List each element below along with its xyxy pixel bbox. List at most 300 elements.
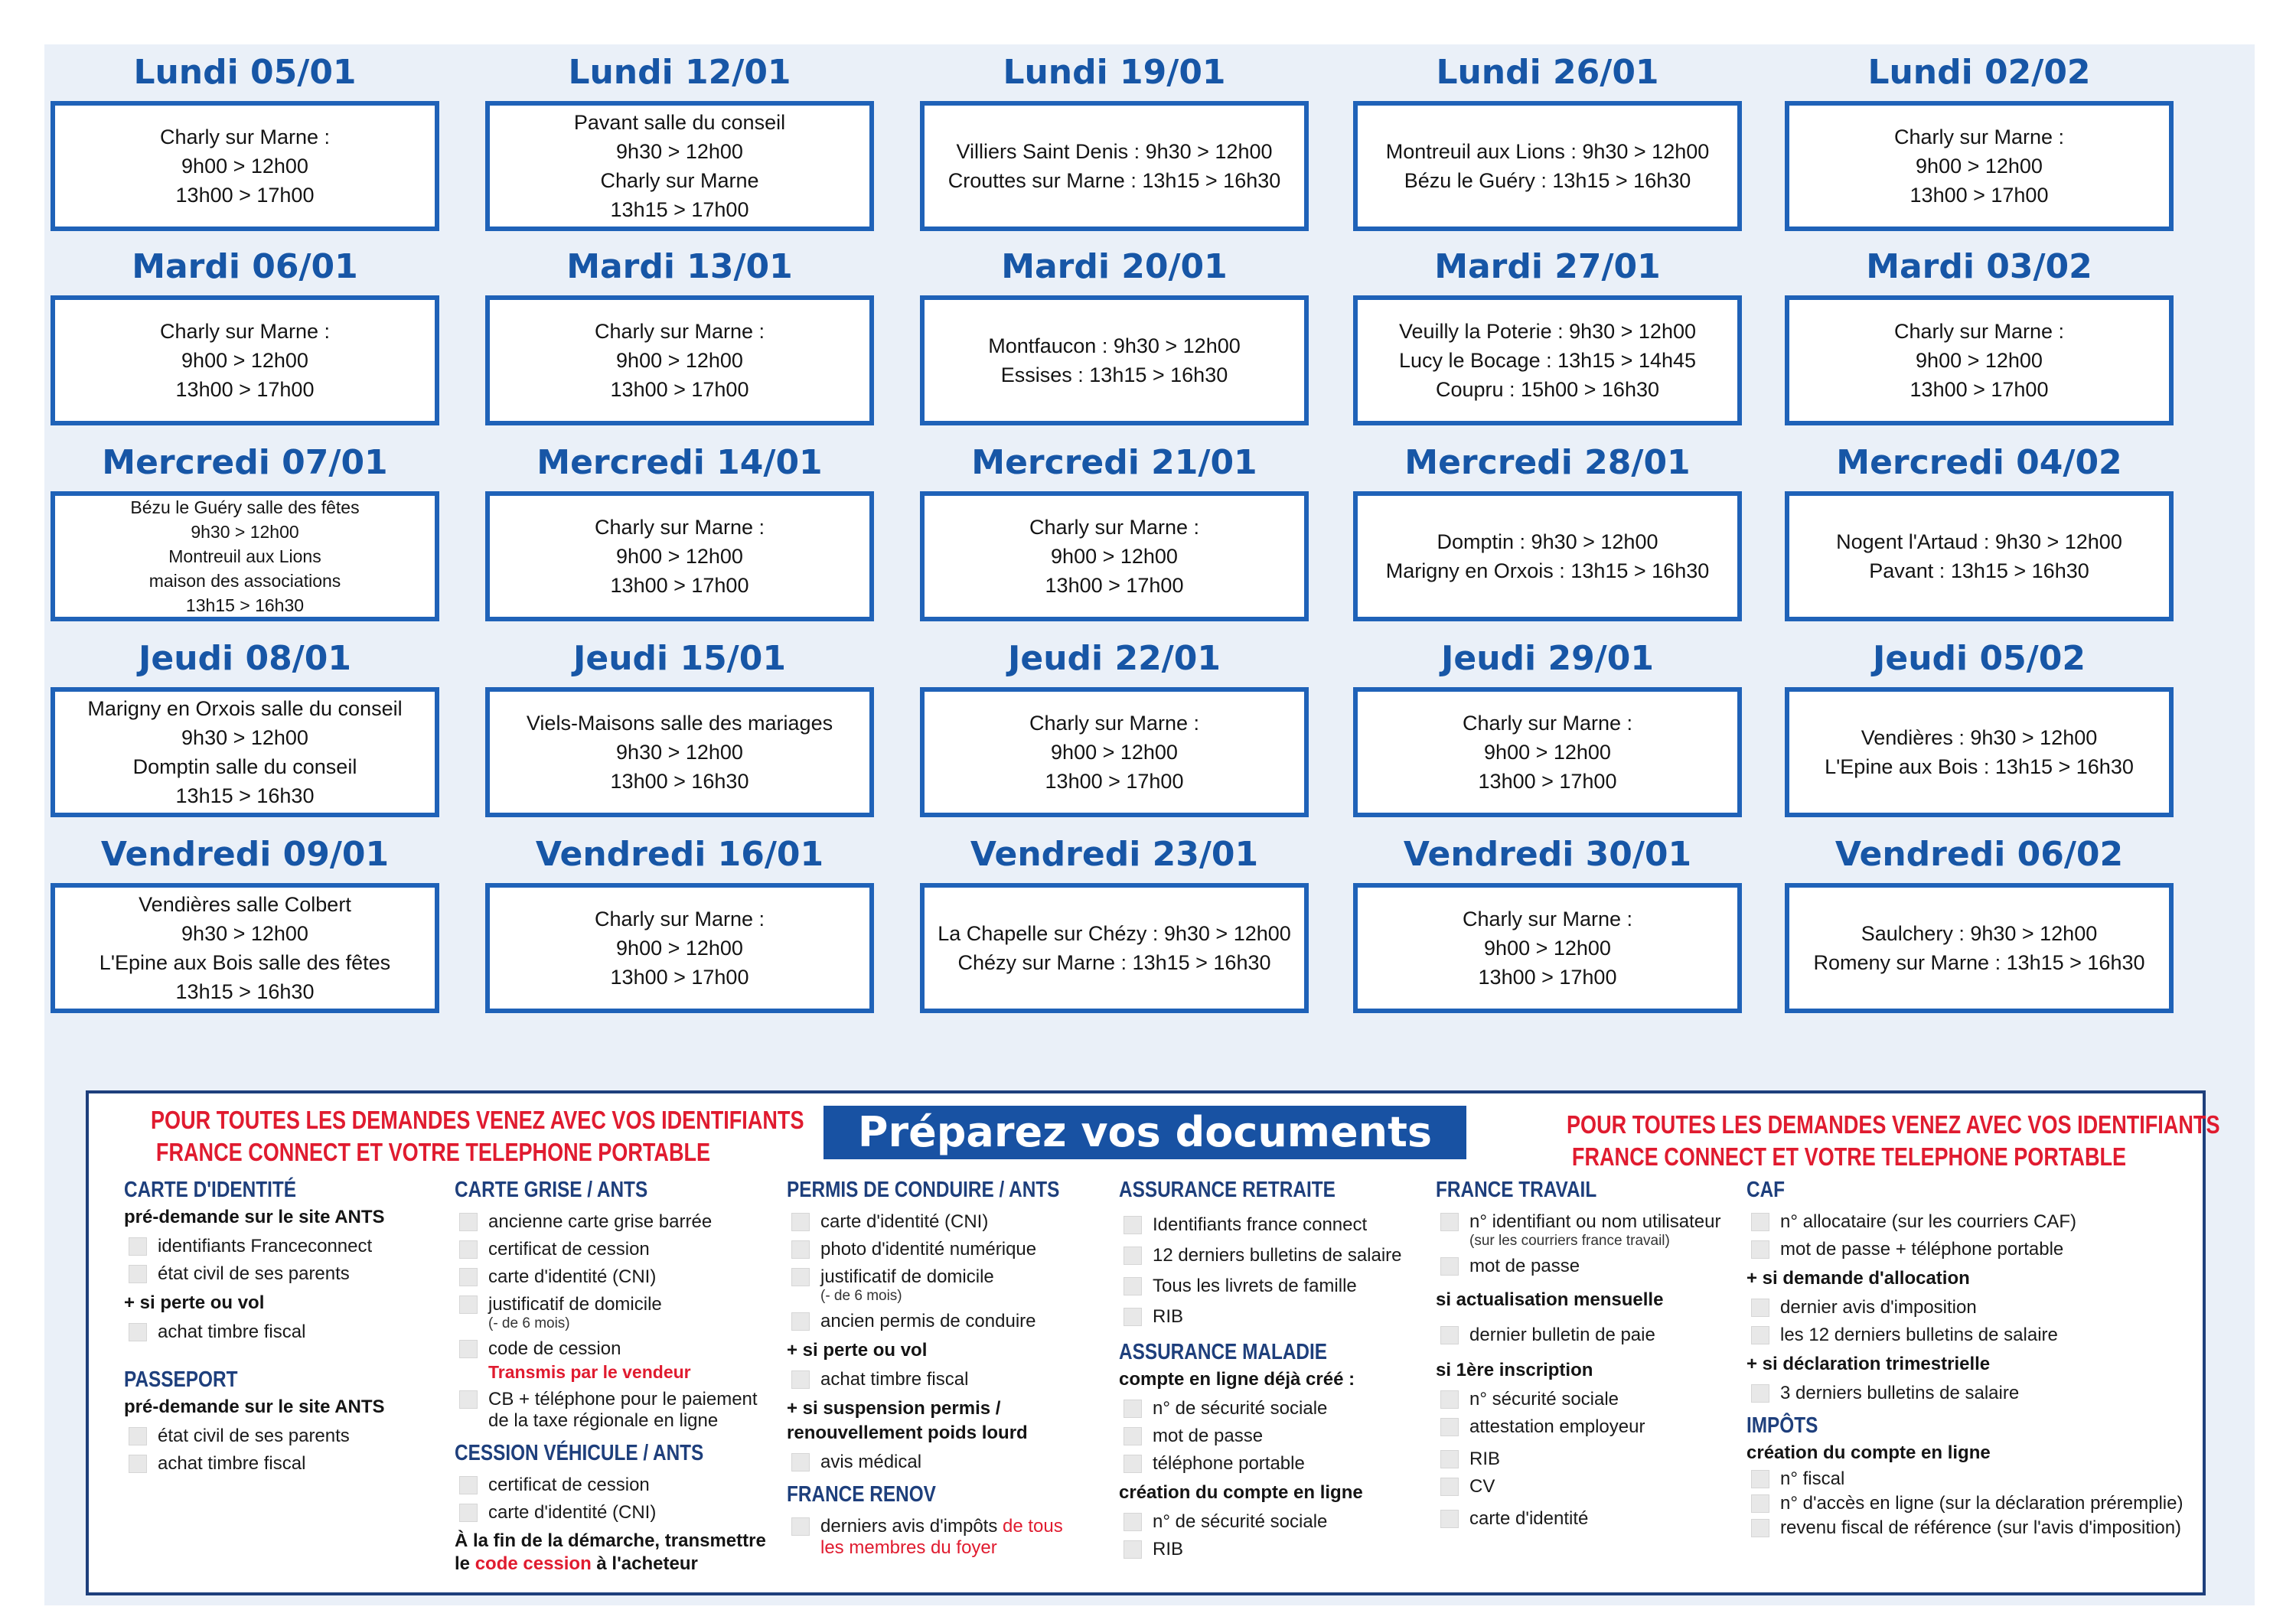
checkbox[interactable] <box>1440 1510 1459 1528</box>
day-schedule-box <box>485 883 874 1013</box>
checkbox[interactable] <box>129 1323 147 1341</box>
day-title: Mardi 20/01 <box>1001 247 1228 286</box>
day-cell <box>481 826 879 1024</box>
item-label: mot de passe <box>1153 1426 1264 1446</box>
checklist-item[interactable] <box>787 1369 1124 1390</box>
schedule-line: Villiers Saint Denis : 9h30 > 12h00 <box>956 140 1273 163</box>
day-title: Jeudi 15/01 <box>573 639 786 678</box>
checklist-item[interactable] <box>1119 1306 1440 1328</box>
checklist-item[interactable] <box>1119 1245 1440 1266</box>
checkbox[interactable] <box>459 1268 478 1286</box>
item-text: derniers avis d'impôts <box>820 1516 1003 1537</box>
checklist-item[interactable] <box>1119 1511 1440 1533</box>
item-label: 12 derniers bulletins de salaire <box>1153 1245 1402 1266</box>
checklist-item[interactable] <box>1746 1517 2190 1539</box>
day-title: Mercredi 21/01 <box>971 443 1257 482</box>
checkbox[interactable] <box>1440 1418 1459 1436</box>
schedule-line: 13h00 > 17h00 <box>610 574 749 597</box>
checkbox[interactable] <box>1751 1240 1769 1259</box>
section-title-passport: PASSEPORT <box>124 1367 238 1392</box>
text: le <box>455 1553 475 1574</box>
item-label: certificat de cession <box>488 1239 650 1260</box>
day-schedule-box <box>485 101 874 231</box>
item-label: n° sécurité sociale <box>1469 1389 1619 1410</box>
subtitle: pré-demande sur le site ANTS <box>124 1396 385 1417</box>
schedule-line: Domptin salle du conseil <box>132 755 357 778</box>
checkbox[interactable] <box>1124 1277 1142 1295</box>
checkbox[interactable] <box>459 1295 478 1314</box>
schedule-line: Charly sur Marne : <box>1893 320 2065 343</box>
checkbox[interactable] <box>1124 1455 1142 1473</box>
item-label: ancien permis de conduire <box>820 1311 1036 1331</box>
day-cell <box>481 44 879 242</box>
day-title: Mercredi 04/02 <box>1836 443 2122 482</box>
item-label: mot de passe + téléphone portable <box>1780 1239 2064 1260</box>
schedule-line: 13h00 > 17h00 <box>1478 966 1617 989</box>
item-label: carte d'identité (CNI) <box>488 1266 657 1287</box>
checkbox[interactable] <box>459 1390 478 1409</box>
checklist-item[interactable] <box>1746 1493 2190 1514</box>
schedule-line: Charly sur Marne : <box>1029 712 1200 735</box>
checkbox[interactable] <box>1751 1213 1769 1231</box>
schedule-line: L'Epine aux Bois : 13h15 > 16h30 <box>1825 755 2134 778</box>
checkbox[interactable] <box>1124 1540 1142 1559</box>
item-label: téléphone portable <box>1153 1453 1305 1474</box>
day-cell <box>915 435 1313 632</box>
item-label: n° fiscal <box>1780 1468 1845 1489</box>
day-title: Mercredi 14/01 <box>536 443 823 482</box>
day-title: Mercredi 07/01 <box>102 443 388 482</box>
column-caf-impots <box>1746 1168 2190 1542</box>
item-label: CV <box>1469 1476 1495 1497</box>
checklist-item[interactable] <box>124 1236 430 1257</box>
item-label: carte d'identité (CNI) <box>820 1211 989 1232</box>
checklist-item[interactable] <box>455 1338 791 1360</box>
schedule-line: 13h15 > 17h00 <box>610 198 749 221</box>
subtitle: + si suspension permis / <box>787 1398 1001 1419</box>
checklist-item[interactable] <box>455 1294 791 1332</box>
checkbox[interactable] <box>459 1240 478 1259</box>
schedule-line: 13h00 > 16h30 <box>610 770 749 793</box>
checkbox[interactable] <box>791 1453 810 1471</box>
day-title: Lundi 19/01 <box>1003 53 1226 92</box>
warning-right <box>1567 1109 2220 1173</box>
checklist-item[interactable] <box>1436 1449 1757 1470</box>
item-label: n° allocataire (sur les courriers CAF) <box>1780 1211 2077 1232</box>
item-label: Tous les livrets de famille <box>1153 1276 1357 1296</box>
day-title: Lundi 26/01 <box>1436 53 1659 92</box>
day-title: Lundi 05/01 <box>133 53 357 92</box>
day-schedule-box <box>920 295 1309 425</box>
day-cell <box>1349 631 1746 828</box>
schedule-line: Lucy le Bocage : 13h15 > 14h45 <box>1398 349 1697 372</box>
checkbox[interactable] <box>1440 1390 1459 1409</box>
checkbox[interactable] <box>1751 1299 1769 1317</box>
checklist-item[interactable] <box>1746 1211 2190 1233</box>
schedule-line: 13h00 > 17h00 <box>1910 184 2049 207</box>
day-schedule-box <box>485 687 874 817</box>
warning-left-line-1: POUR TOUTES LES DEMANDES VENEZ AVEC VOS IDENTIFIANTS <box>151 1106 804 1134</box>
checklist-item[interactable] <box>455 1211 791 1233</box>
checklist-item[interactable] <box>124 1453 430 1475</box>
checkbox[interactable] <box>459 1340 478 1358</box>
schedule-line: Crouttes sur Marne : 13h15 > 16h30 <box>947 169 1281 192</box>
section-title-france-renov: FRANCE RENOV <box>787 1482 936 1507</box>
schedule-line: Romeny sur Marne : 13h15 > 16h30 <box>1813 951 2145 974</box>
schedule-line: La Chapelle sur Chézy : 9h30 > 12h00 <box>938 922 1291 945</box>
subtitle: si 1ère inscription <box>1436 1360 1593 1380</box>
checkbox[interactable] <box>1751 1519 1769 1537</box>
checklist-item[interactable] <box>1746 1383 2190 1404</box>
day-cell <box>1780 435 2178 632</box>
item-label <box>488 1389 758 1432</box>
item-label: Identifiants france connect <box>1153 1214 1368 1235</box>
day-cell <box>46 239 444 436</box>
checkbox[interactable] <box>129 1455 147 1473</box>
schedule-line: Coupru : 15h00 > 16h30 <box>1436 378 1659 401</box>
checklist-item[interactable] <box>1119 1426 1440 1447</box>
schedule-line: Charly sur Marne : <box>1462 908 1633 930</box>
checklist-item[interactable] <box>1119 1214 1440 1236</box>
checkbox[interactable] <box>1751 1470 1769 1488</box>
column-vehicle <box>455 1168 791 1576</box>
checkbox[interactable] <box>791 1268 810 1286</box>
checkbox[interactable] <box>1124 1216 1142 1234</box>
checkbox[interactable] <box>1124 1427 1142 1445</box>
warning-right-line-1: POUR TOUTES LES DEMANDES VENEZ AVEC VOS IDENTIFIANTS <box>1567 1110 2220 1139</box>
day-cell <box>1349 435 1746 632</box>
day-cell <box>1780 631 2178 828</box>
schedule-line: 13h00 > 17h00 <box>1045 770 1184 793</box>
checklist-item[interactable] <box>1436 1389 1757 1410</box>
subtitle: pré-demande sur le site ANTS <box>124 1207 385 1227</box>
day-cell <box>46 44 444 242</box>
schedule-line: Charly sur Marne : <box>594 908 765 930</box>
item-note: (- de 6 mois) <box>820 1288 902 1304</box>
checklist-item[interactable] <box>1119 1276 1440 1297</box>
day-schedule-box <box>51 883 439 1013</box>
schedule-line: 9h30 > 12h00 <box>181 726 308 749</box>
schedule-line: Domptin : 9h30 > 12h00 <box>1437 530 1658 553</box>
day-cell <box>46 826 444 1024</box>
checklist-item[interactable] <box>455 1266 791 1288</box>
schedule-line: 13h00 > 17h00 <box>1478 770 1617 793</box>
schedule-line: 13h00 > 17h00 <box>1045 574 1184 597</box>
checkbox[interactable] <box>1440 1213 1459 1231</box>
item-label <box>1469 1211 1720 1250</box>
day-title: Vendredi 09/01 <box>100 835 390 874</box>
item-label: dernier bulletin de paie <box>1469 1325 1655 1345</box>
schedule-line: 13h15 > 16h30 <box>185 595 305 615</box>
day-cell <box>915 826 1313 1024</box>
day-cell <box>481 435 879 632</box>
checklist-item[interactable] <box>1436 1508 1757 1530</box>
text-highlight: code cession <box>475 1553 592 1574</box>
checklist-item[interactable] <box>787 1311 1124 1332</box>
day-schedule-box <box>920 687 1309 817</box>
schedule-line: Bézu le Guéry : 13h15 > 16h30 <box>1404 169 1691 192</box>
subtitle: création du compte en ligne <box>1119 1482 1363 1503</box>
schedule-line: Charly sur Marne <box>600 169 759 192</box>
item-label: dernier avis d'imposition <box>1780 1297 1977 1318</box>
item-label <box>820 1516 1063 1559</box>
checklist-item[interactable] <box>124 1322 430 1343</box>
checkbox[interactable] <box>1124 1513 1142 1531</box>
day-cell <box>46 435 444 632</box>
schedule-line: 9h00 > 12h00 <box>616 349 743 372</box>
schedule-line: Charly sur Marne : <box>594 320 765 343</box>
schedule-line: 9h00 > 12h00 <box>1051 741 1178 764</box>
day-cell <box>915 44 1313 242</box>
checklist-item[interactable] <box>1746 1325 2190 1346</box>
checkbox[interactable] <box>459 1504 478 1522</box>
checkbox[interactable] <box>791 1240 810 1259</box>
day-cell <box>1349 826 1746 1024</box>
item-label: mot de passe <box>1469 1256 1580 1276</box>
schedule-line: 9h30 > 12h00 <box>191 522 299 542</box>
item-label: carte d'identité (CNI) <box>488 1502 657 1523</box>
checkbox[interactable] <box>129 1237 147 1256</box>
item-label: photo d'identité numérique <box>820 1239 1037 1260</box>
schedule-line: 9h00 > 12h00 <box>1916 155 2043 178</box>
day-title: Jeudi 08/01 <box>139 639 351 678</box>
day-schedule-box <box>1785 883 2174 1013</box>
item-label: achat timbre fiscal <box>158 1453 306 1474</box>
day-title: Mercredi 28/01 <box>1404 443 1691 482</box>
day-schedule-box <box>1785 101 2174 231</box>
checklist-item[interactable] <box>1746 1239 2190 1260</box>
schedule-line: Vendières salle Colbert <box>139 893 351 916</box>
schedule-line: 13h00 > 17h00 <box>175 184 315 207</box>
checkbox[interactable] <box>1751 1384 1769 1403</box>
column-assurance <box>1119 1168 1440 1566</box>
checklist-item[interactable] <box>787 1516 1124 1559</box>
item-label: n° de sécurité sociale <box>1153 1398 1328 1419</box>
item-text-highlight: de tous <box>1003 1516 1063 1537</box>
schedule-line: Vendières : 9h30 > 12h00 <box>1861 726 2098 749</box>
schedule-line: Marigny en Orxois : 13h15 > 16h30 <box>1385 559 1710 582</box>
item-label: achat timbre fiscal <box>158 1322 306 1342</box>
item-note: (sur les courriers france travail) <box>1469 1233 1670 1249</box>
checkbox[interactable] <box>129 1265 147 1283</box>
item-label: état civil de ses parents <box>158 1426 350 1446</box>
day-cell <box>915 239 1313 436</box>
day-schedule-box <box>51 295 439 425</box>
schedule-line: 9h00 > 12h00 <box>1916 349 2043 372</box>
schedule-line: Montreuil aux Lions <box>168 546 321 566</box>
subtitle: + si perte ou vol <box>124 1292 265 1313</box>
checkbox[interactable] <box>459 1213 478 1231</box>
checkbox[interactable] <box>129 1427 147 1445</box>
schedule-line: 13h00 > 17h00 <box>1910 378 2049 401</box>
column-france-travail <box>1436 1168 1757 1536</box>
item-label: les 12 derniers bulletins de salaire <box>1780 1325 2058 1345</box>
checkbox[interactable] <box>1124 1308 1142 1326</box>
checklist-item[interactable] <box>124 1263 430 1285</box>
schedule-line: 9h00 > 12h00 <box>1484 937 1611 960</box>
schedule-line: Charly sur Marne : <box>594 516 765 539</box>
schedule-line: Charly sur Marne : <box>159 320 331 343</box>
day-title: Mardi 06/01 <box>132 247 358 286</box>
checklist-item[interactable] <box>455 1502 791 1524</box>
checklist-item[interactable] <box>787 1266 1124 1305</box>
item-label: ancienne carte grise barrée <box>488 1211 713 1232</box>
item-text-2: de la taxe régionale en ligne <box>488 1410 719 1431</box>
cession-instruction-1: À la fin de la démarche, transmettre <box>455 1530 766 1551</box>
item-label: certificat de cession <box>488 1475 650 1495</box>
item-label: n° de sécurité sociale <box>1153 1511 1328 1532</box>
item-label: revenu fiscal de référence (sur l'avis d'imposition) <box>1780 1517 2182 1538</box>
day-cell <box>481 239 879 436</box>
subtitle: compte en ligne déjà créé : <box>1119 1369 1355 1390</box>
schedule-line: Nogent l'Artaud : 9h30 > 12h00 <box>1836 530 2122 553</box>
schedule-line: Montfaucon : 9h30 > 12h00 <box>988 334 1241 357</box>
item-label: n° d'accès en ligne (sur la déclaration préremplie) <box>1780 1493 2183 1514</box>
day-cell <box>1349 44 1746 242</box>
day-title: Vendredi 30/01 <box>1403 835 1692 874</box>
schedule-line: Charly sur Marne : <box>159 125 331 148</box>
day-cell <box>1780 239 2178 436</box>
section-title-permis: PERMIS DE CONDUIRE / ANTS <box>787 1178 1060 1202</box>
checklist-item[interactable] <box>1436 1325 1757 1346</box>
checkbox[interactable] <box>1440 1257 1459 1276</box>
section-title-caf: CAF <box>1746 1178 1786 1202</box>
day-title: Mardi 03/02 <box>1866 247 2092 286</box>
checklist-item[interactable] <box>455 1475 791 1496</box>
checkbox[interactable] <box>791 1312 810 1331</box>
day-schedule-box <box>1353 883 1742 1013</box>
checklist-item[interactable] <box>1436 1211 1757 1250</box>
schedule-line: 13h00 > 17h00 <box>610 966 749 989</box>
seller-note: Transmis par le vendeur <box>488 1362 691 1382</box>
column-permis <box>787 1168 1124 1565</box>
day-title: Jeudi 29/01 <box>1441 639 1654 678</box>
item-label: état civil de ses parents <box>158 1263 350 1284</box>
checkbox[interactable] <box>791 1517 810 1536</box>
checkbox[interactable] <box>791 1370 810 1389</box>
checklist-item[interactable] <box>787 1239 1124 1260</box>
item-note: (- de 6 mois) <box>488 1315 570 1331</box>
day-schedule-box <box>1785 687 2174 817</box>
subtitle: + si demande d'allocation <box>1746 1268 1970 1289</box>
day-cell <box>1780 826 2178 1024</box>
item-label: carte d'identité <box>1469 1508 1589 1529</box>
day-title: Mardi 13/01 <box>566 247 793 286</box>
item-text: justificatif de domicile <box>488 1294 662 1315</box>
documents-panel <box>86 1090 2220 1595</box>
day-schedule-box <box>51 101 439 231</box>
item-label: identifiants Franceconnect <box>158 1236 373 1256</box>
checkbox[interactable] <box>1440 1478 1459 1496</box>
checkbox[interactable] <box>1440 1326 1459 1344</box>
schedule-line: 9h30 > 12h00 <box>616 741 743 764</box>
subtitle: si actualisation mensuelle <box>1436 1289 1664 1310</box>
warning-left <box>151 1104 804 1168</box>
checklist-item[interactable] <box>1746 1297 2190 1318</box>
schedule-line: L'Epine aux Bois salle des fêtes <box>99 951 391 974</box>
checklist-item[interactable] <box>1119 1539 1440 1560</box>
column-identity <box>124 1168 430 1481</box>
subtitle: + si perte ou vol <box>787 1340 928 1361</box>
item-label: RIB <box>1469 1449 1501 1469</box>
day-schedule-box <box>1353 687 1742 817</box>
checkbox[interactable] <box>1751 1494 1769 1513</box>
checklist-item[interactable] <box>1436 1476 1757 1498</box>
checklist-item[interactable] <box>1436 1416 1757 1438</box>
subtitle: création du compte en ligne <box>1746 1442 1991 1463</box>
checkbox[interactable] <box>1440 1450 1459 1468</box>
item-label: avis médical <box>820 1452 922 1472</box>
item-label <box>488 1294 662 1332</box>
section-title-cni: CARTE D'IDENTITÉ <box>124 1178 297 1202</box>
subtitle: renouvellement poids lourd <box>787 1423 1028 1443</box>
checklist-item[interactable] <box>124 1426 430 1447</box>
checklist-item[interactable] <box>1119 1453 1440 1475</box>
checklist-item[interactable] <box>787 1452 1124 1473</box>
day-title: Vendredi 16/01 <box>535 835 824 874</box>
item-text: CB + téléphone pour le paiement <box>488 1389 758 1410</box>
item-label <box>820 1266 994 1305</box>
day-schedule-box <box>485 295 874 425</box>
warning-right-line-2: FRANCE CONNECT ET VOTRE TELEPHONE PORTABLE <box>1571 1142 2127 1171</box>
checklist-item[interactable] <box>455 1389 791 1432</box>
item-label: achat timbre fiscal <box>820 1369 969 1390</box>
section-title-impots: IMPÔTS <box>1746 1413 1818 1438</box>
day-title: Mardi 27/01 <box>1434 247 1661 286</box>
day-cell <box>1780 44 2178 242</box>
item-label: RIB <box>1153 1306 1184 1327</box>
schedule-line: 9h00 > 12h00 <box>1484 741 1611 764</box>
day-schedule-box <box>51 687 439 817</box>
item-text-highlight-2: les membres du foyer <box>820 1537 997 1558</box>
checkbox[interactable] <box>459 1476 478 1494</box>
checklist-item[interactable] <box>787 1211 1124 1233</box>
section-title-carte-grise: CARTE GRISE / ANTS <box>455 1178 648 1202</box>
day-title: Jeudi 22/01 <box>1008 639 1221 678</box>
schedule-line: 9h30 > 12h00 <box>181 922 308 945</box>
day-title: Lundi 12/01 <box>568 53 791 92</box>
schedule-line: Bézu le Guéry salle des fêtes <box>130 497 360 517</box>
checklist-item[interactable] <box>1119 1398 1440 1419</box>
text: à l'acheteur <box>591 1553 698 1574</box>
checkbox[interactable] <box>1124 1400 1142 1418</box>
checklist-item[interactable] <box>1746 1468 2190 1490</box>
item-text: justificatif de domicile <box>820 1266 994 1287</box>
section-title-cession: CESSION VÉHICULE / ANTS <box>455 1441 704 1465</box>
checkbox[interactable] <box>1751 1326 1769 1344</box>
day-cell <box>1349 239 1746 436</box>
item-text: n° identifiant ou nom utilisateur <box>1469 1211 1721 1232</box>
day-title: Lundi 02/02 <box>1867 53 2091 92</box>
schedule-line: Chézy sur Marne : 13h15 > 16h30 <box>957 951 1271 974</box>
day-schedule-box <box>920 883 1309 1013</box>
warning-left-line-2: FRANCE CONNECT ET VOTRE TELEPHONE PORTABLE <box>155 1138 711 1166</box>
item-label: RIB <box>1153 1539 1184 1559</box>
checkbox[interactable] <box>791 1213 810 1231</box>
schedule-line: Veuilly la Poterie : 9h30 > 12h00 <box>1398 320 1697 343</box>
schedule-line: 13h00 > 17h00 <box>610 378 749 401</box>
day-schedule-box <box>1353 491 1742 621</box>
checkbox[interactable] <box>1124 1247 1142 1265</box>
documents-banner: Préparez vos documents <box>823 1106 1466 1159</box>
schedule-line: maison des associations <box>148 571 341 591</box>
day-cell <box>915 631 1313 828</box>
schedule-line: 13h00 > 17h00 <box>175 378 315 401</box>
checklist-item[interactable] <box>1436 1256 1757 1277</box>
item-label: code de cession <box>488 1338 621 1359</box>
subtitle: + si déclaration trimestrielle <box>1746 1354 1991 1374</box>
checklist-item[interactable] <box>455 1239 791 1260</box>
